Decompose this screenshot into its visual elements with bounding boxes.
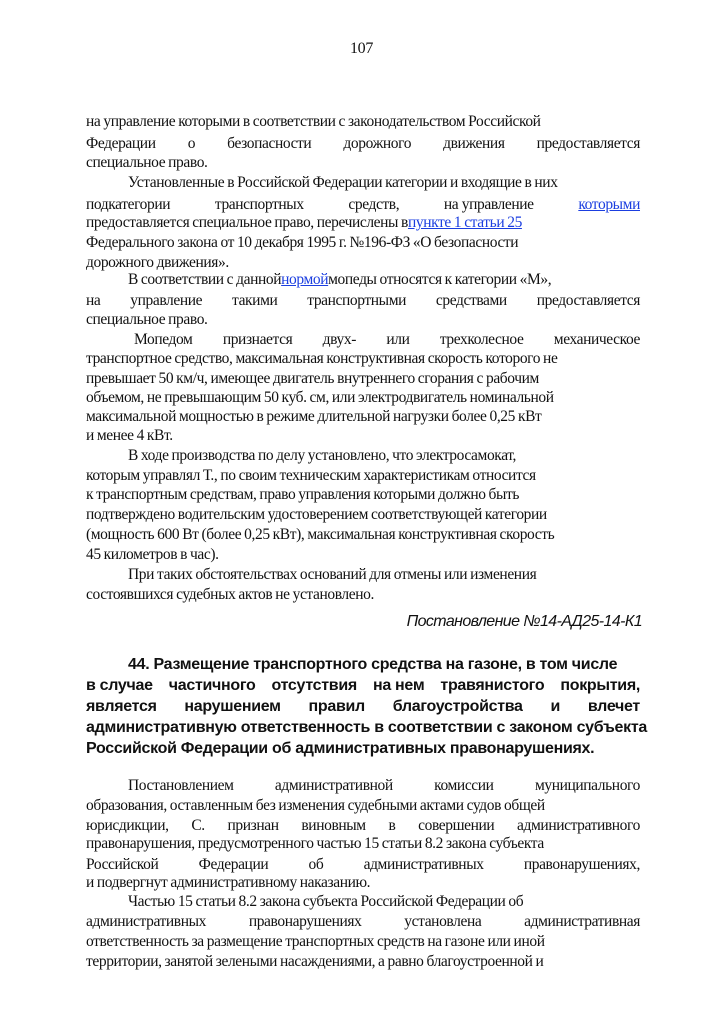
word: административной [274, 777, 393, 794]
word: и [550, 698, 561, 715]
word: влечет [587, 698, 640, 715]
word: двух- [322, 331, 356, 348]
text-line: подтверждено водительским удостоверением соответствующей категории [86, 506, 547, 523]
section-heading-line [86, 675, 640, 697]
text-line: которым управлял Т., по своим техническим характеристикам относится [86, 467, 536, 484]
word: административная [524, 913, 640, 930]
word: Федерации [198, 856, 269, 873]
text-line [128, 270, 640, 289]
word: травянистого [440, 677, 545, 694]
word: транспортных [214, 196, 304, 213]
text-line: Федерального закона от 10 декабря 1995 г. №196-ФЗ «О безопасности [86, 234, 519, 251]
text-line [86, 291, 640, 310]
word: о [187, 135, 196, 152]
word: установлена [404, 913, 482, 930]
word: на нем [372, 677, 425, 694]
word: средств, [348, 196, 400, 213]
word: отсутствия [271, 677, 357, 694]
text-line: (мощность 600 Вт (более 0,25 кВт), максимальная конструктивная скорость [86, 526, 555, 543]
text-line: объемом, не превышающим 50 куб. см, или электродвигатель номинальной [86, 389, 554, 406]
norm-link[interactable]: нормой [281, 271, 329, 288]
word: административных [363, 856, 484, 873]
text-line [86, 855, 640, 874]
section-heading-line: Российской Федерации об административных правонарушениях. [86, 740, 595, 757]
word: правонарушениях [248, 913, 362, 930]
word: об [308, 856, 324, 873]
word: является [86, 698, 157, 715]
text-line [86, 816, 640, 835]
word: нарушением [184, 698, 281, 715]
text-line: к транспортным средствам, право управления которыми должно быть [86, 486, 520, 503]
text-line [128, 776, 640, 795]
decision-reference: Постановление №14-АД25-14-К1 [406, 613, 642, 630]
word: механическое [553, 331, 640, 348]
word: благоустройства [392, 698, 523, 715]
text-line: транспортное средство, максимальная конструктивная скорость которого не [86, 350, 558, 367]
word: совершении [418, 817, 495, 834]
word: в случае [86, 677, 153, 694]
word: на управление [443, 196, 534, 213]
text-run: предоставляется специальное право, перечислены в [86, 214, 408, 231]
text-line [86, 195, 640, 214]
word: комиссии [434, 777, 494, 794]
page-number: 107 [349, 40, 374, 57]
word: трехколесное [439, 331, 524, 348]
word: юрисдикции, [86, 817, 169, 834]
text-line: ответственность за размещение транспортных средств на газоне или иной [86, 933, 545, 950]
text-line: Установленные в Российской Федерации категории и входящие в них [128, 174, 558, 191]
word: С. [191, 817, 205, 834]
word: виновным [301, 817, 366, 834]
word: правонарушениях, [523, 856, 640, 873]
word: средствами [435, 292, 507, 309]
text-line: и подвергнут административному наказанию. [86, 874, 371, 891]
text-line: При таких обстоятельствах оснований для отмены или изменения [128, 566, 537, 583]
word: такими [232, 292, 278, 309]
law-article-link[interactable]: пункте 1 статьи 25 [407, 214, 522, 231]
word: частичного [168, 677, 256, 694]
text-line: состоявшихся судебных актов не установлено. [86, 586, 374, 603]
word: покрытия, [560, 677, 640, 694]
word: безопасности [227, 135, 312, 152]
text-line: максимальной мощностью в режиме длительной нагрузки более 0,25 кВт [86, 408, 542, 425]
text-run: мопеды относятся к категории «M», [328, 271, 552, 288]
word: правил [308, 698, 365, 715]
word: управление [130, 292, 203, 309]
word: предоставляется [536, 292, 640, 309]
text-run: В соответствии с данной [128, 271, 282, 288]
word: предоставляется [536, 135, 640, 152]
word: или [386, 331, 410, 348]
word: признан [227, 817, 279, 834]
norm-link-word[interactable]: которыми [578, 196, 640, 213]
word: на [86, 292, 101, 309]
word: административных [86, 913, 206, 930]
text-line: образования, оставленным без изменения судебными актами судов общей [86, 797, 545, 814]
text-line [86, 912, 640, 931]
word: движения [443, 135, 505, 152]
text-line: превышает 50 км/ч, имеющее двигатель внутреннего сгорания с рабочим [86, 370, 539, 387]
word: Российской [86, 856, 159, 873]
text-line: дорожного движения». [86, 254, 229, 271]
text-line [86, 213, 640, 232]
word: Постановлением [128, 777, 234, 794]
word: Мопедом [134, 331, 193, 348]
text-line [86, 134, 640, 153]
word: признается [222, 331, 293, 348]
word: подкатегории [86, 196, 171, 213]
word: Федерации [86, 135, 156, 152]
word: транспортными [307, 292, 406, 309]
text-line: специальное право. [86, 311, 208, 328]
section-heading-line [86, 696, 640, 718]
text-line: и менее 4 кВт. [86, 427, 173, 444]
text-line: В ходе производства по делу установлено, что электросамокат, [128, 447, 516, 464]
text-line: специальное право. [86, 154, 208, 171]
text-line: 45 километров в час). [86, 546, 219, 563]
word: административного [517, 817, 640, 834]
text-line: территории, занятой зелеными насаждениями, а равно благоустроенной и [86, 953, 544, 970]
text-line [134, 330, 640, 349]
text-line: правонарушения, предусмотренного частью 15 статьи 8.2 закона субъекта [86, 835, 544, 852]
text-line: на управление которыми в соответствии с законодательством Российской [86, 113, 541, 130]
word: дорожного [343, 135, 412, 152]
word: муниципального [534, 777, 640, 794]
text-line: Частью 15 статьи 8.2 закона субъекта Российской Федерации об [128, 893, 524, 910]
section-heading-line: 44. Размещение транспортного средства на газоне, в том числе [128, 656, 618, 673]
section-heading-line: административную ответственность в соответствии с законом субъекта [86, 719, 647, 736]
word: в [388, 817, 396, 834]
